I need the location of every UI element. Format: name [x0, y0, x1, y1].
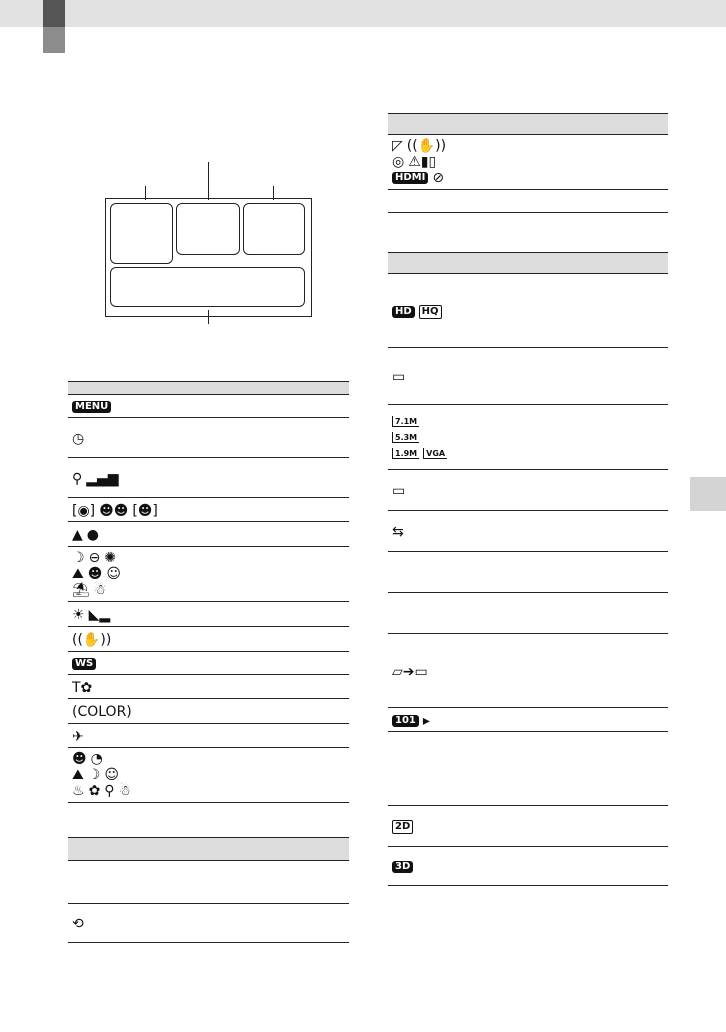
table-header-cell — [388, 114, 668, 135]
icon-line — [72, 550, 349, 566]
table-header-cell — [68, 838, 349, 861]
area-bottom — [110, 267, 305, 307]
usb-row — [388, 511, 668, 552]
indicator-icon: ☃ — [118, 783, 132, 799]
indicator-icon: HDMI — [392, 172, 428, 184]
area-upper-right — [243, 203, 305, 255]
indicator-icon: ☻ — [87, 566, 103, 582]
indicator-icon: ▂▄▆ — [86, 470, 119, 487]
self-timer-row — [68, 418, 349, 458]
table-cell — [68, 547, 349, 602]
table-cell — [388, 806, 668, 847]
table-cell — [388, 708, 668, 732]
left-playback-table — [68, 837, 349, 943]
table-cell — [68, 395, 349, 418]
left-indicator-table — [68, 381, 349, 803]
table-cell — [68, 498, 349, 522]
icon-line — [392, 413, 668, 429]
3d-row — [388, 847, 668, 886]
indicator-icon: (COLOR) — [72, 704, 132, 720]
table-header-cell — [68, 382, 349, 395]
gps-row — [68, 458, 349, 498]
indicator-icon: ◔ — [90, 751, 103, 767]
indicator-icon: ▭ — [392, 369, 406, 385]
indicator-icon: ▸ — [422, 712, 430, 729]
menu-row — [68, 395, 349, 418]
indicator-icon: ☃ — [93, 582, 107, 598]
white-balance-row — [68, 602, 349, 627]
scene-small-row — [68, 522, 349, 547]
indicator-icon: 2D — [392, 820, 413, 834]
table-cell — [68, 724, 349, 748]
indicator-icon: [☻] — [132, 502, 158, 519]
indicator-icon: 101 — [392, 715, 419, 727]
indicator-icon: WS — [72, 658, 96, 670]
indicator-icon: T✿ — [72, 679, 93, 696]
indicator-icon: ⇆ — [392, 524, 404, 540]
indicator-icon: 7.1M — [392, 416, 419, 427]
indicator-icon: VGA — [423, 448, 447, 459]
indicator-icon: ☽ — [87, 767, 101, 783]
indicator-icon: ✈ — [72, 728, 84, 745]
indicator-icon: ⚲ — [72, 470, 83, 487]
screen-frame — [105, 198, 312, 317]
chapter-tab-dark — [43, 0, 65, 27]
indicator-icon: HD — [392, 306, 415, 318]
steadyshot-row — [68, 627, 349, 652]
indicator-icon: ☻ — [72, 751, 87, 767]
icon-line — [392, 429, 668, 445]
indicator-icon: ● — [86, 527, 99, 543]
table-cell — [388, 732, 668, 806]
table-cell — [388, 634, 668, 708]
x-v-color-row — [68, 699, 349, 724]
table-cell — [68, 904, 349, 943]
intelligent-auto-row — [68, 748, 349, 803]
indicator-icon: ☻☻ — [99, 502, 129, 519]
table-cell — [68, 602, 349, 627]
area-upper-center — [176, 203, 240, 255]
table-cell — [68, 627, 349, 652]
indicator-icon: ◸ — [392, 138, 403, 154]
blank-row — [388, 190, 668, 213]
table-cell — [388, 405, 668, 470]
table-cell — [68, 458, 349, 498]
header-bar — [0, 0, 726, 27]
indicator-icon: ⚲ — [104, 783, 115, 799]
icon-line — [392, 138, 668, 154]
folder-row — [388, 708, 668, 732]
side-thumb-tab — [690, 477, 726, 511]
quality-row — [388, 274, 668, 348]
photo-size-row — [388, 405, 668, 470]
playback-blank-row — [68, 861, 349, 904]
table-cell — [388, 470, 668, 511]
media-row — [388, 470, 668, 511]
icon-line — [392, 170, 668, 186]
indicator-icon: ✺ — [104, 550, 117, 566]
table-cell — [68, 652, 349, 675]
indicator-icon: 5.3M — [392, 432, 419, 443]
warning-row — [388, 135, 668, 190]
indicator-icon: ⛰ — [72, 566, 84, 582]
table-cell — [68, 522, 349, 547]
battery-row — [388, 348, 668, 405]
indicator-icon: ▱➔▭ — [392, 663, 428, 680]
table-header-cell — [388, 253, 668, 274]
indicator-icon: ((✋)) — [406, 138, 447, 154]
indicator-icon: ⛱ — [72, 582, 90, 598]
indicator-icon: ◣▂ — [88, 607, 111, 623]
table-cell — [68, 699, 349, 724]
chapter-tab-light — [43, 27, 65, 53]
indicator-icon: ☺ — [104, 767, 119, 783]
indicator-icon: ☽ — [72, 550, 85, 566]
indicator-icon: ♨ — [72, 783, 85, 799]
screen-diagram — [100, 160, 320, 330]
indicator-icon: ◎ — [392, 154, 405, 170]
face-detection-row — [68, 498, 349, 522]
indicator-icon: ▭ — [392, 483, 406, 499]
flight-mode-row — [68, 724, 349, 748]
indicator-icon: 1.9M — [392, 448, 419, 459]
copy-row — [388, 634, 668, 708]
indicator-icon: ⟲ — [72, 916, 84, 932]
indicator-icon: ⛰ — [72, 767, 84, 783]
table-cell — [388, 847, 668, 886]
indicator-icon: ⚠▮▯ — [408, 154, 437, 170]
blank-row-2 — [388, 593, 668, 634]
table-cell — [388, 274, 668, 348]
icon-line — [72, 767, 349, 783]
indicator-icon: ⊖ — [88, 550, 101, 566]
right-setting-table — [388, 252, 668, 886]
table-cell — [68, 861, 349, 904]
wide-select-row — [68, 652, 349, 675]
indicator-icon: ☀ — [72, 607, 85, 623]
indicator-icon: [◉] — [72, 502, 96, 519]
icon-line — [72, 783, 349, 799]
blank-row-3 — [388, 732, 668, 806]
indicator-icon: ☺ — [106, 566, 121, 582]
indicator-icon: MENU — [72, 401, 111, 413]
table-cell — [388, 190, 668, 213]
indicator-icon: ((✋)) — [72, 632, 112, 648]
scene-selection-row — [68, 547, 349, 602]
tele-macro-row — [68, 675, 349, 699]
table-cell — [68, 748, 349, 803]
area-upper-left — [110, 203, 173, 264]
table-cell — [388, 552, 668, 593]
indicator-icon: ✿ — [88, 783, 101, 799]
blank-row-1 — [388, 552, 668, 593]
icon-line — [392, 154, 668, 170]
table-cell — [388, 593, 668, 634]
table-cell — [388, 511, 668, 552]
table-cell — [388, 135, 668, 190]
repeat-row — [68, 904, 349, 943]
table-cell — [388, 348, 668, 405]
icon-line — [72, 566, 349, 582]
indicator-icon: ◷ — [72, 430, 85, 447]
indicator-icon: ⊘ — [432, 170, 445, 186]
2d-row — [388, 806, 668, 847]
leader-line-center — [208, 162, 209, 200]
indicator-icon: HQ — [419, 305, 442, 319]
icon-line — [72, 751, 349, 767]
right-warning-table — [388, 113, 668, 213]
indicator-icon: ▲ — [72, 527, 83, 543]
icon-line — [72, 582, 349, 598]
table-cell — [68, 675, 349, 699]
icon-line — [392, 445, 668, 461]
table-cell — [68, 418, 349, 458]
indicator-icon: 3D — [392, 861, 413, 873]
